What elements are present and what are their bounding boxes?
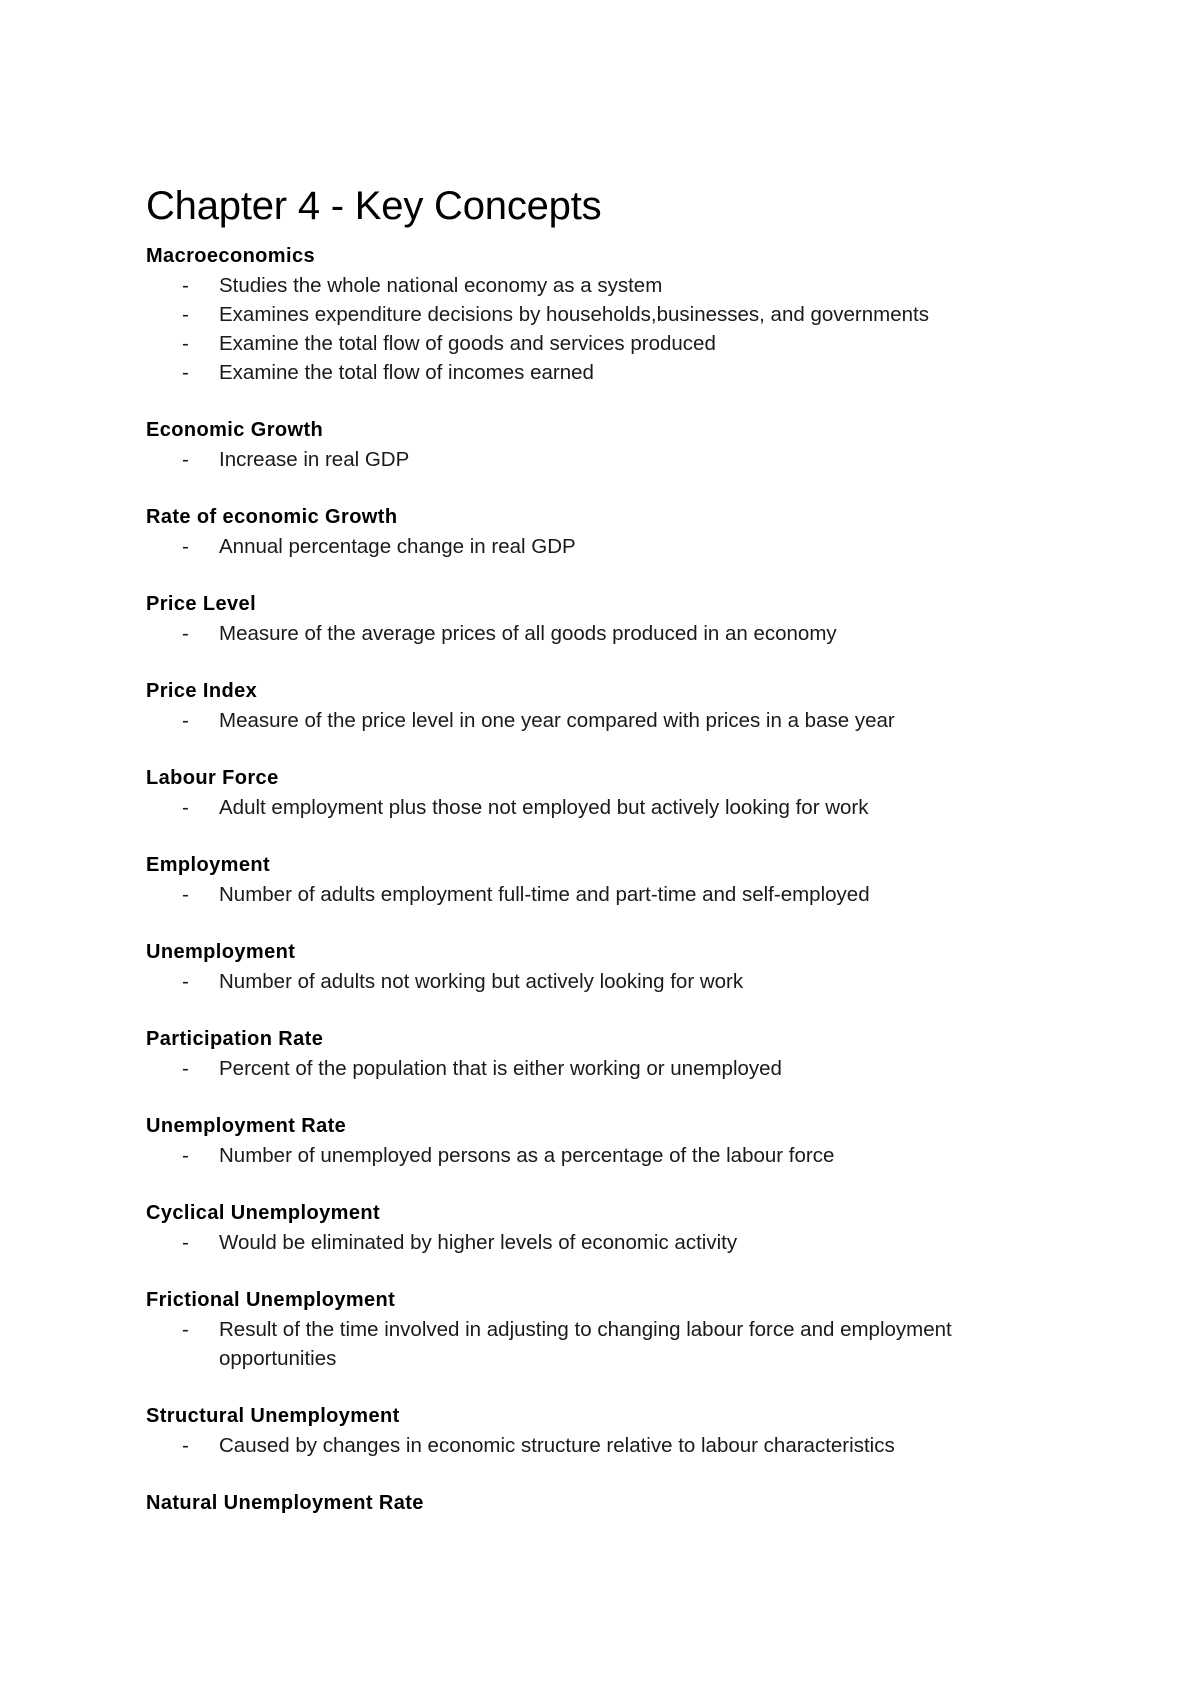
concept-section (146, 503, 1066, 561)
page-title: Chapter 4 - Key Concepts (146, 184, 602, 228)
definition-list (146, 880, 1066, 909)
definition-item (146, 532, 1066, 561)
document-page (146, 182, 1066, 1547)
definition-item (146, 1141, 1066, 1170)
definition-list (146, 1228, 1066, 1257)
bullet-dash: - (182, 332, 189, 355)
definition-list (146, 1431, 1066, 1460)
concept-term: Economic Growth (146, 419, 324, 441)
definition-item (146, 1431, 1066, 1460)
definition-list (146, 445, 1066, 474)
concept-term: Labour Force (146, 767, 279, 789)
concept-term: Participation Rate (146, 1028, 324, 1050)
concept-term: Employment (146, 854, 271, 876)
bullet-dash: - (182, 709, 189, 732)
concept-section (146, 590, 1066, 648)
definition-item (146, 706, 1066, 735)
definition-text: Number of unemployed persons as a percentage of the labour force (219, 1144, 835, 1167)
bullet-dash: - (182, 535, 189, 558)
definition-text: Examine the total flow of incomes earned (219, 361, 594, 384)
definition-text: Measure of the average prices of all goods produced in an economy (219, 622, 837, 645)
concept-list (146, 242, 1066, 1518)
definition-text: Adult employment plus those not employed but actively looking for work (219, 796, 869, 819)
definition-text: Studies the whole national economy as a system (219, 274, 663, 297)
concept-term: Cyclical Unemployment (146, 1202, 381, 1224)
definition-list (146, 967, 1066, 996)
concept-section (146, 938, 1066, 996)
definition-item (146, 619, 1066, 648)
concept-section (146, 1489, 1066, 1518)
concept-term: Structural Unemployment (146, 1405, 400, 1427)
definition-text: Result of the time involved in adjusting to changing labour force and employment opportunities (219, 1318, 952, 1370)
bullet-dash: - (182, 448, 189, 471)
bullet-dash: - (182, 1318, 189, 1341)
concept-term: Rate of economic Growth (146, 506, 398, 528)
bullet-dash: - (182, 796, 189, 819)
concept-term: Frictional Unemployment (146, 1289, 396, 1311)
bullet-dash: - (182, 1144, 189, 1167)
bullet-dash: - (182, 1057, 189, 1080)
definition-text: Number of adults not working but actively looking for work (219, 970, 744, 993)
definition-item (146, 967, 1066, 996)
concept-term: Price Level (146, 593, 257, 615)
definition-list (146, 532, 1066, 561)
definition-text: Increase in real GDP (219, 448, 410, 471)
concept-section (146, 416, 1066, 474)
concept-section (146, 1112, 1066, 1170)
definition-text: Number of adults employment full-time and part-time and self-employed (219, 883, 870, 906)
concept-term: Price Index (146, 680, 258, 702)
concept-section (146, 851, 1066, 909)
bullet-dash: - (182, 361, 189, 384)
definition-text: Examine the total flow of goods and services produced (219, 332, 716, 355)
definition-list (146, 1054, 1066, 1083)
concept-section (146, 1025, 1066, 1083)
concept-term: Unemployment (146, 941, 296, 963)
bullet-dash: - (182, 622, 189, 645)
bullet-dash: - (182, 1434, 189, 1457)
definition-text: Examines expenditure decisions by households,businesses, and governments (219, 303, 929, 326)
concept-section (146, 242, 1066, 387)
definition-list (146, 619, 1066, 648)
definition-text: Annual percentage change in real GDP (219, 535, 576, 558)
concept-term: Natural Unemployment Rate (146, 1492, 424, 1514)
definition-item (146, 793, 1066, 822)
bullet-dash: - (182, 1231, 189, 1254)
definition-item (146, 358, 1066, 387)
definition-text: Would be eliminated by higher levels of economic activity (219, 1231, 738, 1254)
definition-item (146, 271, 1066, 300)
definition-list (146, 1315, 1066, 1373)
definition-item (146, 300, 1066, 329)
bullet-dash: - (182, 303, 189, 326)
definition-text: Measure of the price level in one year compared with prices in a base year (219, 709, 895, 732)
definition-item (146, 1228, 1066, 1257)
definition-item (146, 445, 1066, 474)
definition-item (146, 1315, 1066, 1373)
definition-list (146, 793, 1066, 822)
bullet-dash: - (182, 970, 189, 993)
definition-list (146, 1141, 1066, 1170)
concept-section (146, 764, 1066, 822)
concept-section (146, 1402, 1066, 1460)
concept-section (146, 1199, 1066, 1257)
definition-item (146, 1054, 1066, 1083)
definition-item (146, 880, 1066, 909)
definition-text: Caused by changes in economic structure relative to labour characteristics (219, 1434, 895, 1457)
bullet-dash: - (182, 883, 189, 906)
bullet-dash: - (182, 274, 189, 297)
definition-list (146, 271, 1066, 387)
concept-section (146, 677, 1066, 735)
concept-term: Unemployment Rate (146, 1115, 347, 1137)
concept-term: Macroeconomics (146, 245, 315, 267)
definition-item (146, 329, 1066, 358)
definition-text: Percent of the population that is either working or unemployed (219, 1057, 782, 1080)
concept-section (146, 1286, 1066, 1373)
definition-list (146, 706, 1066, 735)
